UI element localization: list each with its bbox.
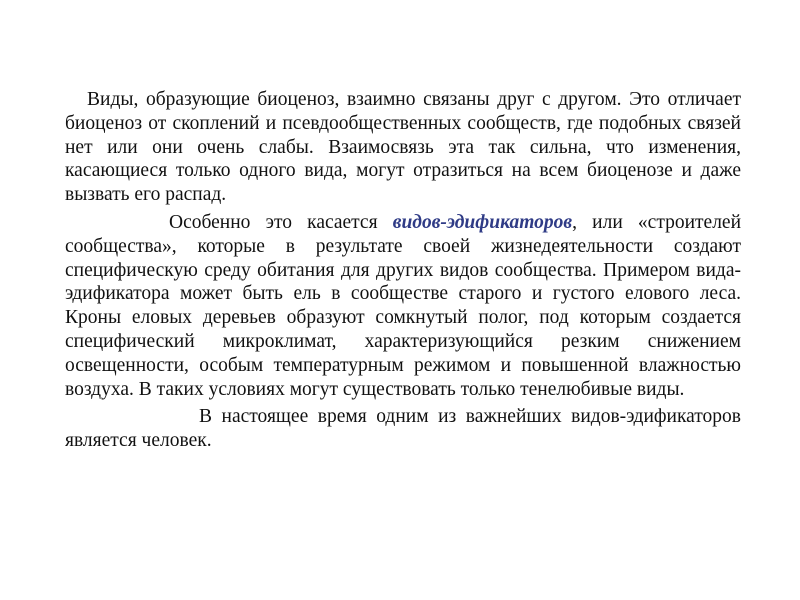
paragraph-3-text: В настоящее время одним из важнейших видов-эдификаторов является человек.: [65, 406, 741, 452]
paragraph-2: [65, 211, 741, 401]
paragraph-3: [65, 405, 741, 453]
paragraph-1: [65, 88, 741, 207]
paragraph-2-before: Особенно это касается: [169, 211, 393, 233]
paragraph-1-text: Виды, образующие биоценоз, взаимно связаны друг с другом. Это отличает биоценоз от скоплений и псевдообщественных сообществ, где подобных связей нет или они очень слабы. Взаимосвязь эта так сильна, что изменения, касающиеся только одного вида, могут отразиться на всем биоценозе и даже вызвать его распад.: [65, 89, 741, 206]
text-block: [65, 88, 741, 453]
paragraph-2-after: , или «строителей сообщества», которые в результате своей жизнедеятельности создают специфическую среду обитания для других видов сообщества. Примером вида-эдификатора может быть ель в сообществе старого и густого елового леса. Кроны еловых деревьев образуют сомкнутый полог, под которым создается специфический микроклимат, характеризующийся резким снижением освещенности, особым температурным режимом и повышенной влажностью воздуха. В таких условиях могут существовать только тенелюбивые виды.: [65, 211, 742, 400]
emphasis-term: видов-эдификаторов: [392, 211, 573, 233]
